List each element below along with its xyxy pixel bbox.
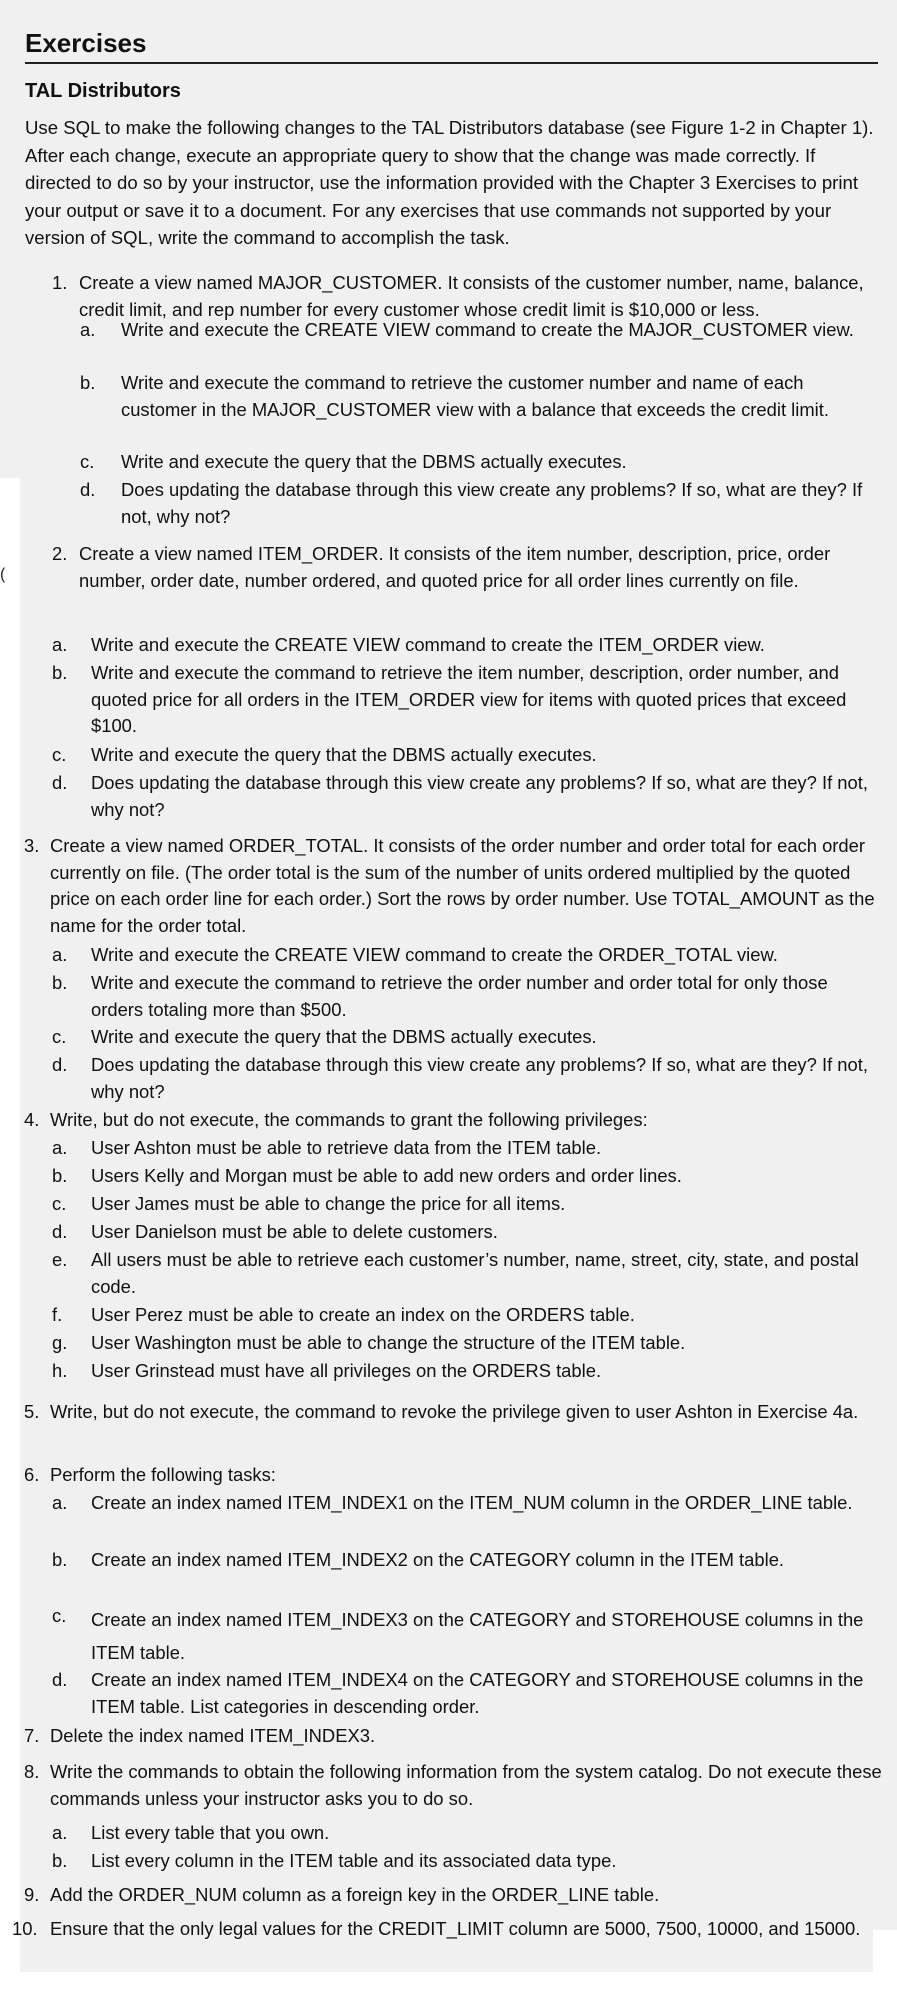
- exercise-item: [52, 541, 882, 594]
- subitem-text: Write and execute the command to retrieve the customer number and name of each customer in the MAJOR_CUSTOMER view with a balance that exceeds the credit limit.: [121, 372, 829, 420]
- subitem: [52, 1848, 878, 1875]
- exercise-item: [24, 1759, 882, 1812]
- subitem-text: User Washington must be able to change the structure of the ITEM table.: [91, 1332, 686, 1353]
- subitem-text: User Grinstead must have all privileges on the ORDERS table.: [91, 1360, 602, 1381]
- exercise-text: Add the ORDER_NUM column as a foreign key in the ORDER_LINE table.: [50, 1884, 660, 1905]
- subitem-text: Does updating the database through this view create any problems? If so, what are they? If not, why not?: [121, 479, 863, 527]
- exercise-number: 8.: [24, 1761, 40, 1782]
- subitem-text: User Perez must be able to create an index on the ORDERS table.: [91, 1304, 635, 1325]
- subitem-text: Write and execute the command to retrieve the item number, description, order number, and quoted price for all orders in the ITEM_ORDER view for items with quoted prices that exceed $100.: [91, 662, 847, 736]
- intro-paragraph: Use SQL to make the following changes to the TAL Distributors database (see Figure 1-2 in Chapter 1). After each change, execute an appropriate query to show that the change was made correctly. If directed to do so by your instructor, use the information provided with the Chapter 3 Exercises to print your output or save it to a document. For any exercises that use commands not supported by your version of SQL, write the command to accomplish the task.: [25, 117, 874, 248]
- subitem-text: Create an index named ITEM_INDEX3 on the CATEGORY and STOREHOUSE columns in the ITEM table.: [91, 1609, 864, 1663]
- exercise-item: [24, 833, 882, 939]
- subitem-letter: b.: [52, 1850, 68, 1871]
- subitem: [80, 449, 878, 476]
- exercise-text: Delete the index named ITEM_INDEX3.: [50, 1725, 376, 1746]
- stray-mark: (: [0, 566, 6, 583]
- subitem: [52, 1302, 878, 1329]
- subitem-text: Create an index named ITEM_INDEX2 on the CATEGORY column in the ITEM table.: [91, 1549, 785, 1570]
- exercise-item: [24, 1462, 882, 1489]
- subitem-text: Create an index named ITEM_INDEX1 on the ITEM_NUM column in the ORDER_LINE table.: [91, 1492, 853, 1513]
- subitem-letter: a.: [52, 1492, 68, 1513]
- exercise-text: Write, but do not execute, the commands to grant the following privileges:: [50, 1109, 648, 1130]
- subitem: [52, 742, 878, 769]
- subitem-letter: c.: [52, 1026, 67, 1047]
- subitem-letter: g.: [52, 1332, 68, 1353]
- subitem: [52, 1330, 878, 1357]
- subitem-text: All users must be able to retrieve each customer’s number, name, street, city, state, and postal code.: [91, 1249, 859, 1297]
- subitem: [52, 1603, 878, 1669]
- subitem-letter: a.: [52, 944, 68, 965]
- subitem: [80, 317, 878, 344]
- exercise-number: 6.: [24, 1464, 40, 1485]
- subitem-letter: b.: [52, 1165, 68, 1186]
- exercise-text: Create a view named MAJOR_CUSTOMER. It consists of the customer number, name, balance, credit limit, and rep number for every customer whose credit limit is $10,000 or less.: [79, 272, 864, 320]
- subitem-text: Write and execute the query that the DBMS actually executes.: [91, 1026, 597, 1047]
- subitem: [52, 1135, 878, 1162]
- exercise-number: 2.: [52, 543, 68, 564]
- subitem-text: Write and execute the command to retrieve the order number and order total for only those orders totaling more than $500.: [91, 972, 828, 1020]
- subitem-text: List every table that you own.: [91, 1822, 330, 1843]
- subitem-text: Create an index named ITEM_INDEX4 on the CATEGORY and STOREHOUSE columns in the ITEM table. List categories in descending order.: [91, 1669, 864, 1717]
- subitem: [52, 970, 878, 1023]
- title-rule: [25, 62, 878, 64]
- subitem-text: List every column in the ITEM table and its associated data type.: [91, 1850, 617, 1871]
- subitem-letter: d.: [52, 1221, 68, 1242]
- exercise-number: 1.: [52, 272, 68, 293]
- exercise-text: Write, but do not execute, the command to revoke the privilege given to user Ashton in Exercise 4a.: [50, 1401, 859, 1422]
- subitem-letter: d.: [52, 1669, 68, 1690]
- subitem-text: User James must be able to change the price for all items.: [91, 1193, 566, 1214]
- subitem-text: Does updating the database through this view create any problems? If so, what are they? If not, why not?: [91, 772, 868, 820]
- scan-margin-left: [0, 478, 20, 1995]
- subitem-letter: e.: [52, 1249, 68, 1270]
- subitem-letter: c.: [52, 744, 67, 765]
- exercise-number: 9.: [24, 1884, 40, 1905]
- subitem-text: Users Kelly and Morgan must be able to add new orders and order lines.: [91, 1165, 682, 1186]
- exercise-item: [24, 1399, 882, 1426]
- exercise-item: [12, 1916, 870, 1943]
- scan-margin-bottom: [0, 1972, 897, 1995]
- subitem-text: Write and execute the CREATE VIEW command to create the MAJOR_CUSTOMER view.: [121, 319, 854, 340]
- page-title: Exercises: [25, 28, 147, 58]
- subitem: [52, 770, 878, 823]
- subitem: [52, 1358, 878, 1385]
- exercise-text: Perform the following tasks:: [50, 1464, 276, 1485]
- subitem-text: Does updating the database through this view create any problems? If so, what are they? If not, why not?: [91, 1054, 868, 1102]
- exercise-text: Create a view named ITEM_ORDER. It consists of the item number, description, price, order number, order date, number ordered, and quoted price for all order lines currently on file.: [79, 543, 831, 591]
- subitem-letter: b.: [52, 1549, 68, 1570]
- exercise-item: [24, 1882, 882, 1909]
- subitem-text: User Danielson must be able to delete customers.: [91, 1221, 498, 1242]
- scan-margin-right: [873, 1930, 897, 1995]
- subitem-letter: a.: [52, 1137, 68, 1158]
- subitem: [52, 632, 878, 659]
- subitem-letter: b.: [80, 372, 96, 393]
- subitem: [52, 1547, 878, 1574]
- subitem: [52, 1163, 878, 1190]
- section-title: TAL Distributors: [25, 80, 181, 102]
- exercise-number: 7.: [24, 1725, 40, 1746]
- exercise-number: 5.: [24, 1401, 40, 1422]
- exercise-text: Write the commands to obtain the following information from the system catalog. Do not execute these commands unless your instructor asks you to do so.: [50, 1761, 882, 1809]
- subitem: [52, 942, 878, 969]
- subitem: [52, 1052, 878, 1105]
- subitem: [52, 1247, 878, 1300]
- subitem-letter: d.: [52, 772, 68, 793]
- subitem-text: Write and execute the CREATE VIEW command to create the ITEM_ORDER view.: [91, 634, 765, 655]
- subitem-letter: a.: [80, 319, 96, 340]
- subitem: [52, 1820, 878, 1847]
- subitem-letter: a.: [52, 1822, 68, 1843]
- subitem: [80, 370, 878, 423]
- subitem: [52, 1191, 878, 1218]
- subitem: [52, 1219, 878, 1246]
- exercise-number: 3.: [24, 835, 40, 856]
- subitem-text: User Ashton must be able to retrieve data from the ITEM table.: [91, 1137, 602, 1158]
- exercise-number: 10.: [12, 1918, 38, 1939]
- exercise-text: Ensure that the only legal values for the CREDIT_LIMIT column are 5000, 7500, 10000, and 15000.: [50, 1918, 861, 1939]
- subitem-letter: b.: [52, 972, 68, 993]
- exercise-item: [24, 1107, 882, 1134]
- subitem-letter: d.: [80, 479, 96, 500]
- exercise-number: 4.: [24, 1109, 40, 1130]
- exercise-text: Create a view named ORDER_TOTAL. It consists of the order number and order total for each order currently on file. (The order total is the sum of the number of units ordered multiplied by the quoted price on each order line for each order.) Sort the rows by order number. Use TOTAL_AMOUNT as the name for the order total.: [50, 835, 875, 936]
- subitem-text: Write and execute the query that the DBMS actually executes.: [91, 744, 597, 765]
- subitem: [80, 477, 878, 530]
- subitem-letter: f.: [52, 1304, 63, 1325]
- subitem-letter: h.: [52, 1360, 68, 1381]
- subitem: [52, 660, 878, 740]
- exercise-item: [52, 270, 882, 323]
- subitem-text: Write and execute the query that the DBMS actually executes.: [121, 451, 627, 472]
- subitem-letter: c.: [52, 1193, 67, 1214]
- subitem: [52, 1490, 878, 1517]
- subitem-letter: c.: [52, 1605, 67, 1626]
- subitem-letter: d.: [52, 1054, 68, 1075]
- subitem-letter: b.: [52, 662, 68, 683]
- subitem: [52, 1667, 878, 1720]
- subitem-text: Write and execute the CREATE VIEW command to create the ORDER_TOTAL view.: [91, 944, 778, 965]
- exercise-item: [24, 1723, 882, 1750]
- subitem-letter: a.: [52, 634, 68, 655]
- subitem-letter: c.: [80, 451, 95, 472]
- subitem: [52, 1024, 878, 1051]
